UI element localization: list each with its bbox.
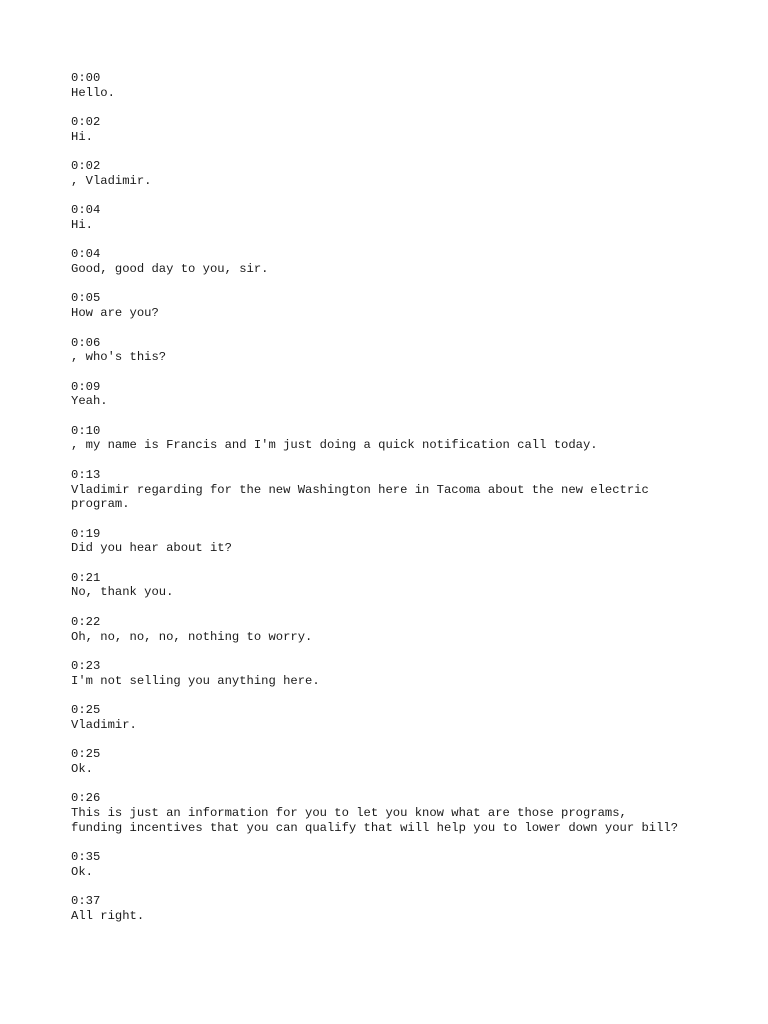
timestamp: 0:23 (71, 658, 101, 673)
utterance-text: No, thank you. (71, 585, 174, 600)
timestamp: 0:19 (71, 526, 101, 541)
transcript-document (71, 71, 731, 938)
transcript-entry (71, 468, 731, 512)
utterance-text: Ok. (71, 864, 93, 879)
utterance-text: Ok. (71, 761, 93, 776)
transcript-entry (71, 703, 731, 732)
utterance-text: , Vladimir. (71, 173, 152, 188)
transcript-entry (71, 527, 731, 556)
transcript-entry (71, 159, 731, 188)
timestamp: 0:00 (71, 71, 101, 85)
timestamp: 0:04 (71, 247, 101, 262)
timestamp: 0:09 (71, 379, 101, 394)
timestamp: 0:25 (71, 703, 101, 718)
utterance-text: Vladimir regarding for the new Washington here in Tacoma about the new electric program. (71, 482, 649, 512)
transcript-entry (71, 424, 731, 453)
timestamp: 0:21 (71, 570, 101, 585)
timestamp: 0:10 (71, 423, 101, 438)
timestamp: 0:05 (71, 291, 101, 306)
timestamp: 0:02 (71, 115, 101, 130)
transcript-entry (71, 380, 731, 409)
utterance-text: All right. (71, 908, 145, 923)
utterance-text: Yeah. (71, 394, 108, 409)
transcript-entry (71, 615, 731, 644)
transcript-entry (71, 571, 731, 600)
transcript-entry (71, 894, 731, 923)
utterance-text: , who's this? (71, 350, 167, 365)
timestamp: 0:04 (71, 203, 101, 218)
timestamp: 0:22 (71, 614, 101, 629)
timestamp: 0:06 (71, 335, 101, 350)
utterance-text: This is just an information for you to let you know what are those programs, funding incentives that you can qualify that will help you to lower down your bill? (71, 805, 679, 835)
transcript-entry (71, 71, 731, 100)
transcript-entry (71, 791, 731, 835)
timestamp: 0:37 (71, 894, 101, 909)
utterance-text: Hi. (71, 129, 93, 144)
timestamp: 0:13 (71, 467, 101, 482)
utterance-text: I'm not selling you anything here. (71, 673, 320, 688)
transcript-entries (71, 71, 731, 924)
transcript-entry (71, 115, 731, 144)
transcript-entry (71, 247, 731, 276)
transcript-entry (71, 291, 731, 320)
utterance-text: Oh, no, no, no, nothing to worry. (71, 629, 313, 644)
utterance-text: Did you hear about it? (71, 541, 232, 556)
timestamp: 0:35 (71, 850, 101, 864)
timestamp: 0:25 (71, 747, 101, 762)
timestamp: 0:02 (71, 159, 101, 174)
timestamp: 0:26 (71, 791, 101, 806)
utterance-text: Vladimir. (71, 717, 137, 732)
utterance-text: Good, good day to you, sir. (71, 262, 269, 277)
transcript-entry (71, 747, 731, 776)
utterance-text: Hi. (71, 217, 93, 232)
utterance-text: , my name is Francis and I'm just doing a quick notification call today. (71, 438, 598, 453)
utterance-text: Hello. (71, 85, 115, 100)
transcript-entry (71, 336, 731, 365)
transcript-entry (71, 203, 731, 232)
transcript-entry (71, 659, 731, 688)
transcript-entry (71, 850, 731, 879)
utterance-text: How are you? (71, 306, 159, 321)
